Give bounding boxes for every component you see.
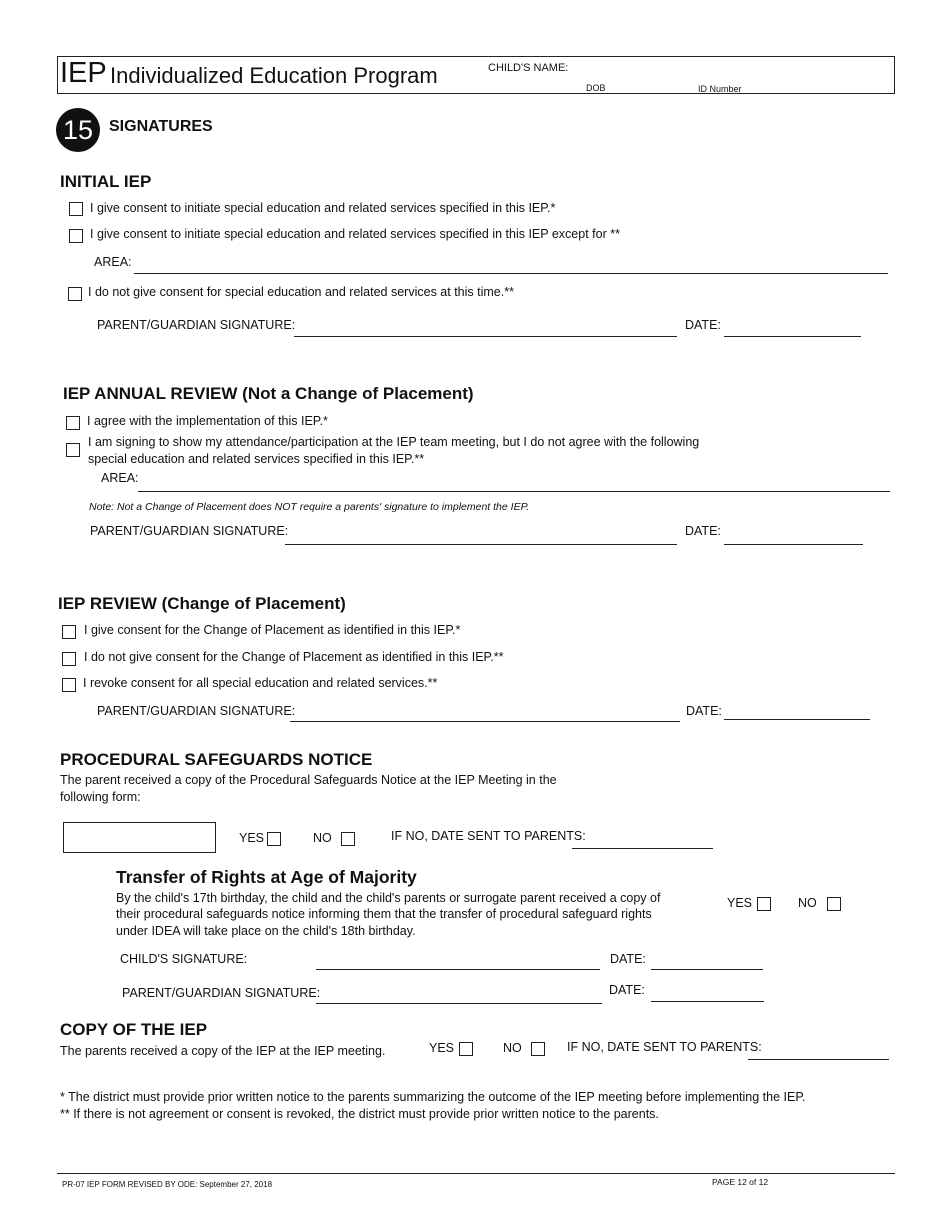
- safeguards-if-no-label: IF NO, DATE SENT TO PARENTS:: [391, 829, 586, 843]
- annual-area-label: AREA:: [101, 471, 139, 485]
- initial-iep-heading: INITIAL IEP: [60, 172, 152, 191]
- change-consent-label: I give consent for the Change of Placement as identified in this IEP.*: [84, 623, 461, 637]
- page-title: Individualized Education Program: [110, 63, 438, 88]
- id-number-label: ID Number: [698, 84, 742, 94]
- copy-date-field[interactable]: [748, 1059, 889, 1060]
- copy-heading: COPY OF THE IEP: [60, 1020, 208, 1039]
- child-date-label: DATE:: [610, 952, 646, 966]
- safeguards-form-input[interactable]: [63, 822, 216, 853]
- annual-disagree-checkbox[interactable]: [66, 443, 80, 457]
- annual-area-field[interactable]: [138, 491, 890, 492]
- transfer-text-2: their procedural safeguards notice informing them that the transfer of procedural safeguard rights: [116, 907, 652, 921]
- transfer-text-3: under IDEA will take place on the child's 18th birthday.: [116, 924, 416, 938]
- transfer-no-label: NO: [798, 896, 817, 910]
- transfer-parent-signature-label: PARENT/GUARDIAN SIGNATURE:: [122, 986, 321, 1000]
- copy-no-checkbox[interactable]: [531, 1042, 545, 1056]
- transfer-text-1: By the child's 17th birthday, the child and the child's parents or surrogate parent received a copy of: [116, 891, 661, 905]
- footnote-1: * The district must provide prior written notice to the parents summarizing the outcome of the IEP meeting before implementing the IEP.: [60, 1090, 806, 1104]
- dob-label: DOB: [586, 83, 606, 93]
- section-number-badge: 15: [56, 108, 100, 152]
- initial-consent-label: I give consent to initiate special education and related services specified in this IEP.*: [90, 201, 556, 215]
- change-consent-checkbox[interactable]: [62, 625, 76, 639]
- annual-disagree-label-1: I am signing to show my attendance/participation at the IEP team meeting, but I do not agree with the following: [88, 435, 700, 449]
- initial-consent-except-label: I give consent to initiate special education and related services specified in this IEP except for **: [90, 227, 620, 241]
- annual-date-label: DATE:: [685, 524, 721, 538]
- initial-area-label: AREA:: [94, 255, 132, 269]
- initial-no-consent-checkbox[interactable]: [68, 287, 82, 301]
- copy-no-label: NO: [503, 1041, 522, 1055]
- revoke-consent-checkbox[interactable]: [62, 678, 76, 692]
- change-no-consent-label: I do not give consent for the Change of Placement as identified in this IEP.**: [84, 650, 504, 664]
- annual-signature-label: PARENT/GUARDIAN SIGNATURE:: [90, 524, 289, 538]
- annual-review-heading: IEP ANNUAL REVIEW (Not a Change of Placement): [63, 384, 474, 403]
- annual-date-field[interactable]: [724, 544, 863, 545]
- change-signature-label: PARENT/GUARDIAN SIGNATURE:: [97, 704, 296, 718]
- safeguards-yes-label: YES: [239, 831, 265, 845]
- copy-text: The parents received a copy of the IEP at the IEP meeting.: [60, 1044, 386, 1058]
- child-signature-field[interactable]: [316, 969, 600, 970]
- change-date-label: DATE:: [686, 704, 722, 718]
- revoke-consent-label: I revoke consent for all special education and related services.**: [83, 676, 438, 690]
- section-title: SIGNATURES: [109, 118, 213, 135]
- copy-yes-checkbox[interactable]: [459, 1042, 473, 1056]
- annual-note: Note: Not a Change of Placement does NOT require a parents' signature to implement the IEP.: [89, 501, 530, 513]
- initial-date-label: DATE:: [685, 318, 721, 332]
- transfer-no-checkbox[interactable]: [827, 897, 841, 911]
- transfer-parent-date-label: DATE:: [609, 983, 645, 997]
- iep-label: IEP: [60, 57, 107, 89]
- initial-signature-field[interactable]: [294, 336, 677, 337]
- annual-signature-field[interactable]: [285, 544, 677, 545]
- safeguards-no-label: NO: [313, 831, 332, 845]
- safeguards-heading: PROCEDURAL SAFEGUARDS NOTICE: [60, 750, 373, 769]
- copy-if-no-label: IF NO, DATE SENT TO PARENTS:: [567, 1040, 762, 1054]
- change-signature-field[interactable]: [290, 721, 680, 722]
- transfer-heading: Transfer of Rights at Age of Majority: [116, 867, 417, 887]
- safeguards-text-1: The parent received a copy of the Procedural Safeguards Notice at the IEP Meeting in the: [60, 773, 557, 787]
- initial-area-field[interactable]: [134, 273, 888, 274]
- initial-no-consent-label: I do not give consent for special education and related services at this time.**: [88, 285, 514, 299]
- form-id: PR-07 IEP FORM REVISED BY ODE: September 27, 2018: [62, 1180, 273, 1189]
- safeguards-date-field[interactable]: [572, 848, 713, 849]
- initial-signature-label: PARENT/GUARDIAN SIGNATURE:: [97, 318, 296, 332]
- initial-consent-except-checkbox[interactable]: [69, 229, 83, 243]
- transfer-parent-signature-field[interactable]: [316, 1003, 602, 1004]
- footer-rule: [57, 1173, 895, 1174]
- initial-date-field[interactable]: [724, 336, 861, 337]
- child-name-label: CHILD'S NAME:: [488, 62, 569, 74]
- change-no-consent-checkbox[interactable]: [62, 652, 76, 666]
- change-date-field[interactable]: [724, 719, 870, 720]
- copy-yes-label: YES: [429, 1041, 455, 1055]
- footnote-2: ** If there is not agreement or consent is revoked, the district must provide prior written notice to the parents.: [60, 1107, 659, 1121]
- safeguards-no-checkbox[interactable]: [341, 832, 355, 846]
- safeguards-text-2: following form:: [60, 790, 141, 804]
- page-number: PAGE 12 of 12: [712, 1177, 769, 1187]
- change-review-heading: IEP REVIEW (Change of Placement): [58, 594, 346, 613]
- annual-agree-label: I agree with the implementation of this IEP.*: [87, 414, 328, 428]
- transfer-yes-checkbox[interactable]: [757, 897, 771, 911]
- child-date-field[interactable]: [651, 969, 763, 970]
- transfer-parent-date-field[interactable]: [651, 1001, 764, 1002]
- annual-agree-checkbox[interactable]: [66, 416, 80, 430]
- safeguards-yes-checkbox[interactable]: [267, 832, 281, 846]
- annual-disagree-label-2: special education and related services specified in this IEP.**: [88, 452, 425, 466]
- child-signature-label: CHILD'S SIGNATURE:: [120, 952, 248, 966]
- initial-consent-checkbox[interactable]: [69, 202, 83, 216]
- transfer-yes-label: YES: [727, 896, 753, 910]
